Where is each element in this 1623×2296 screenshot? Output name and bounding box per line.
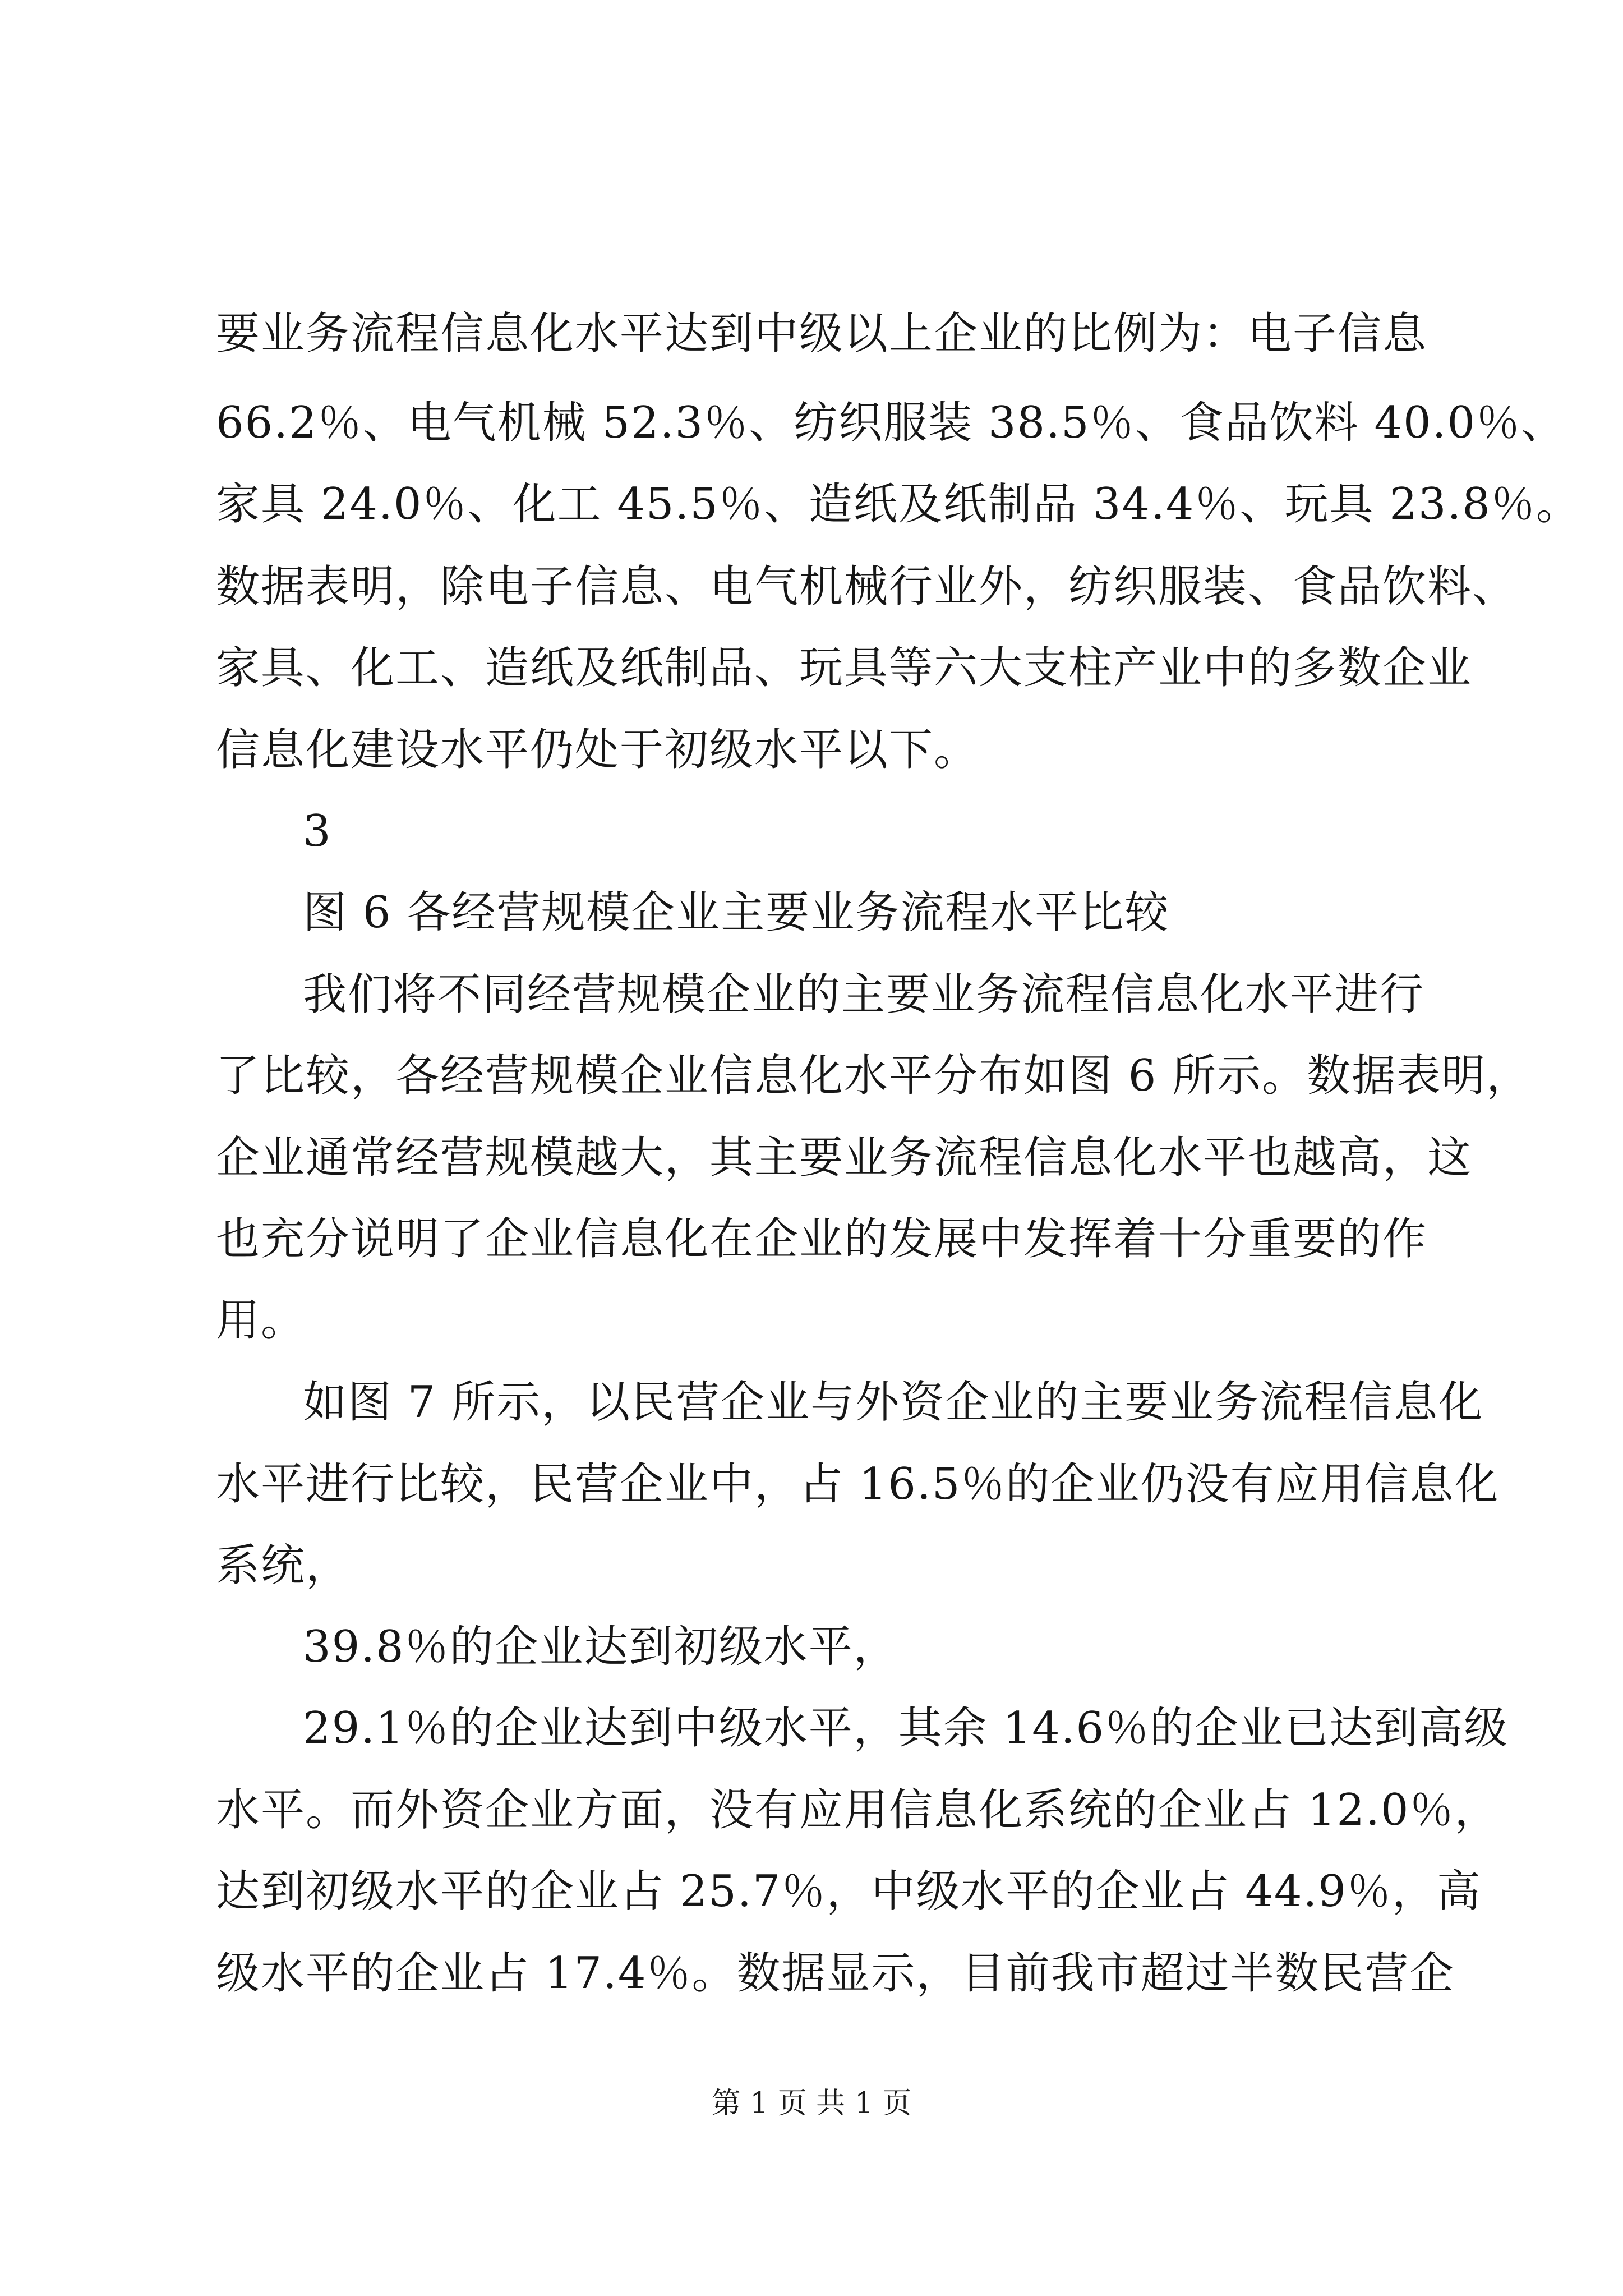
text-line: 水平。而外资企业方面，没有应用信息化系统的企业占 12.0％，	[216, 1785, 1500, 1835]
text-line: 我们将不同经营规模企业的主要业务流程信息化水平进行	[303, 969, 1425, 1020]
text-line: 用。	[216, 1295, 306, 1346]
text-line: 家具 24.0％、化工 45.5％、造纸及纸制品 34.4％、玩具 23.8％。	[216, 479, 1581, 530]
page-footer: 第 1 页 共 1 页	[711, 2087, 912, 2120]
text-line: 数据表明，除电子信息、电气机械行业外，纺织服装、食品饮料、	[216, 562, 1518, 612]
text-line: 水平进行比较，民营企业中，占 16.5％的企业仍没有应用信息化	[216, 1459, 1500, 1510]
text-line: 企业通常经营规模越大，其主要业务流程信息化水平也越高，这	[216, 1133, 1473, 1183]
text-line: 29.1％的企业达到中级水平，其余 14.6％的企业已达到高级	[303, 1703, 1509, 1754]
text-line: 信息化建设水平仍处于初级水平以下。	[216, 725, 979, 775]
text-line: 如图 7 所示，以民营企业与外资企业的主要业务流程信息化	[303, 1377, 1484, 1428]
text-line: 家具、化工、造纸及纸制品、玩具等六大支柱产业中的多数企业	[216, 643, 1473, 693]
text-line: 达到初级水平的企业占 25.7％，中级水平的企业占 44.9％，高	[216, 1866, 1482, 1917]
text-line: 系统，	[216, 1540, 351, 1591]
text-line: 级水平的企业占 17.4％。数据显示，目前我市超过半数民营企	[216, 1948, 1455, 1999]
text-line: 要业务流程信息化水平达到中级以上企业的比例为：电子信息	[216, 309, 1428, 359]
text-line: 66.2％、电气机械 52.3％、纺织服装 38.5％、食品饮料 40.0％、	[216, 398, 1566, 448]
text-line: 也充分说明了企业信息化在企业的发展中发挥着十分重要的作	[216, 1214, 1428, 1264]
text-line: 39.8％的企业达到初级水平，	[303, 1622, 898, 1672]
text-line: 了比较，各经营规模企业信息化水平分布如图 6 所示。数据表明，	[216, 1051, 1532, 1101]
page-number-marker: 3	[303, 806, 332, 857]
figure-caption: 图 6 各经营规模企业主要业务流程水平比较	[303, 887, 1170, 938]
